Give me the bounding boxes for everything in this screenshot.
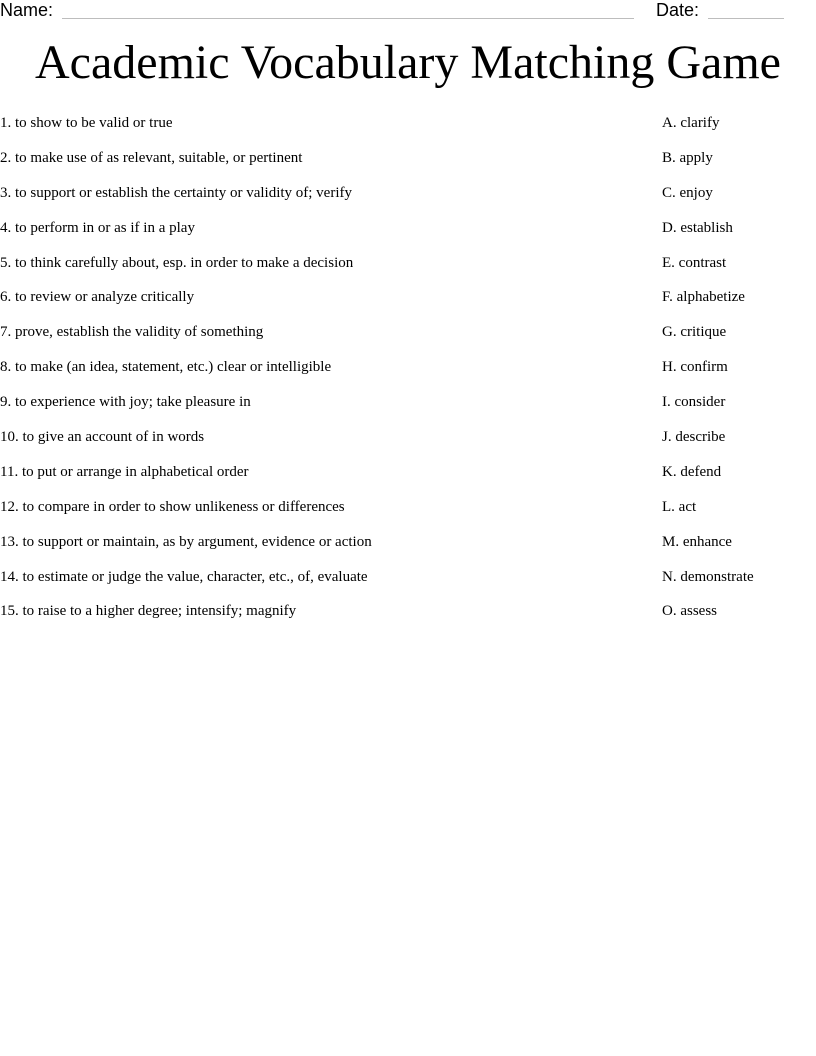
matching-row — [0, 427, 816, 462]
matching-row — [0, 497, 816, 532]
answer-option: L. act — [662, 498, 697, 515]
clue-text: 7. prove, establish the validity of something — [0, 324, 264, 341]
clue-text: 4. to perform in or as if in a play — [0, 219, 195, 236]
matching-row — [0, 392, 816, 427]
matching-row — [0, 148, 816, 183]
answer-option: A. clarify — [662, 115, 720, 131]
matching-row — [0, 532, 816, 567]
answer-option: D. establish — [662, 219, 733, 236]
answer-option: E. contrast — [662, 254, 727, 271]
answer-option: M. enhance — [662, 533, 732, 550]
clue-text: 15. to raise to a higher degree; intensify; magnify — [0, 603, 297, 620]
name-label: Name: — [0, 0, 54, 20]
answer-option: C. enjoy — [662, 184, 713, 201]
matching-row — [0, 287, 816, 322]
answer-option: G. critique — [662, 324, 727, 341]
matching-list — [0, 113, 816, 636]
matching-row — [0, 322, 816, 357]
date-blank-line — [708, 18, 784, 19]
date-label: Date: — [656, 0, 700, 20]
clue-text: 11. to put or arrange in alphabetical order — [0, 463, 249, 480]
matching-row — [0, 113, 816, 148]
clue-text: 1. to show to be valid or true — [0, 115, 173, 131]
clue-text: 2. to make use of as relevant, suitable, or pertinent — [0, 149, 303, 166]
clue-text: 10. to give an account of in words — [0, 429, 205, 446]
clue-text: 3. to support or establish the certainty or validity of; verify — [0, 184, 353, 201]
matching-row — [0, 567, 816, 602]
clue-text: 14. to estimate or judge the value, character, etc., of, evaluate — [0, 568, 368, 585]
clue-text: 6. to review or analyze critically — [0, 289, 195, 306]
answer-option: H. confirm — [662, 359, 728, 376]
matching-row — [0, 253, 816, 288]
answer-option: N. demonstrate — [662, 568, 754, 585]
clue-text: 12. to compare in order to show unlikeness or differences — [0, 498, 345, 515]
page-title: Academic Vocabulary Matching Game — [35, 36, 781, 89]
clue-text: 13. to support or maintain, as by argument, evidence or action — [0, 533, 372, 550]
matching-row — [0, 357, 816, 392]
name-blank-line — [62, 18, 634, 19]
answer-option: K. defend — [662, 463, 722, 480]
worksheet-header — [0, 0, 816, 24]
matching-row — [0, 183, 816, 218]
matching-row — [0, 601, 816, 636]
clue-text: 5. to think carefully about, esp. in order to make a decision — [0, 254, 354, 271]
clue-text: 9. to experience with joy; take pleasure in — [0, 394, 251, 411]
matching-row — [0, 218, 816, 253]
answer-option: O. assess — [662, 603, 717, 620]
matching-row — [0, 462, 816, 497]
answer-option: I. consider — [662, 394, 726, 411]
answer-option: B. apply — [662, 149, 713, 166]
clue-text: 8. to make (an idea, statement, etc.) clear or intelligible — [0, 359, 332, 376]
answer-option: F. alphabetize — [662, 289, 745, 306]
answer-option: J. describe — [662, 429, 726, 446]
